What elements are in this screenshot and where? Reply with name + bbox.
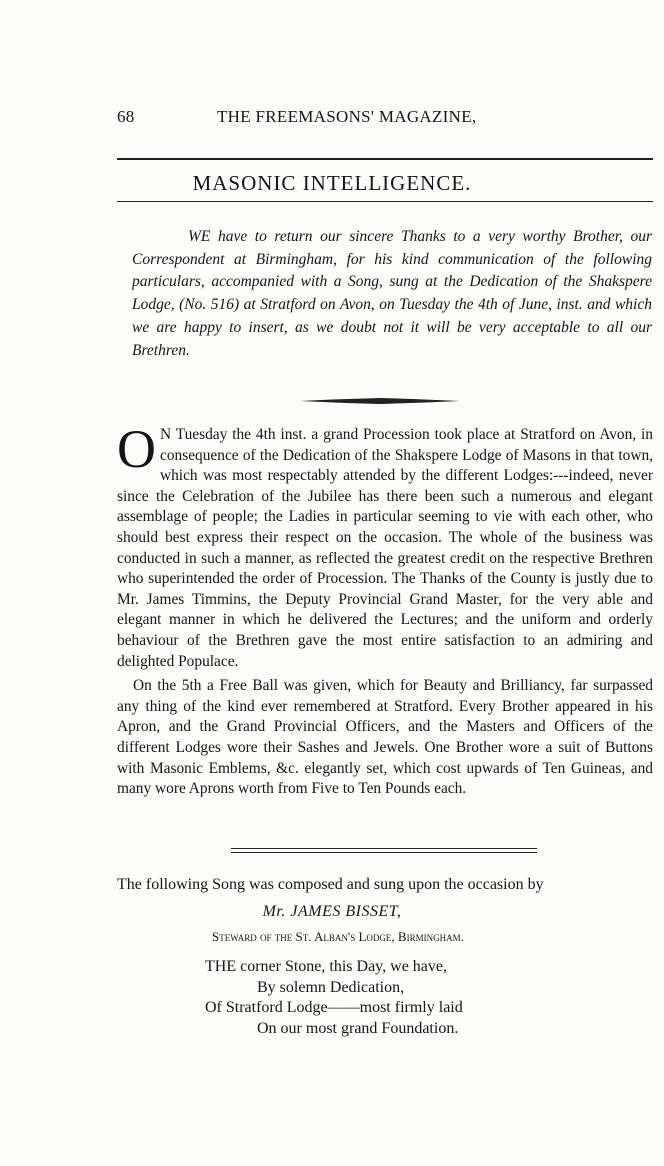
- article-paragraph-2: On the 5th a Free Ball was given, which for Beauty and Brilliancy, far surpassed any thing of the kind ever remembered at Stratford. Every Brother appeared in his Apron, and the Grand Provincial Officers, and the Masters and Officers of the different Lodges wore their Sashes and Jewels. One Brother wore a suit of Buttons with Masonic Emblems, &c. elegantly set, which cost upwards of Ten Guineas, and many wore Aprons worth from Five to Ten Pounds each.: [117, 677, 653, 798]
- magazine-title: THE FREEMASONS' MAGAZINE,: [217, 107, 477, 126]
- article-paragraph-1: [117, 419, 653, 672]
- verse-line: Of Stratford Lodge——most firmly laid: [205, 999, 463, 1016]
- header-rule: [117, 158, 653, 160]
- steward-line: Steward of the St. Alban's Lodge, Birmingham.: [212, 929, 464, 944]
- verse-line: On our most grand Foundation.: [257, 1019, 459, 1037]
- flourish-ornament: [300, 395, 460, 407]
- editorial-note-text: WE have to return our sincere Thanks to a very worthy Brother, our Correspondent at Birmingham, for his kind communication of the following particulars, accompanied with a Song, sung at the Dedication of the Shakspere Lodge, (No. 516) at Stratford on Avon, on Tuesday the 4th of June, inst. and which we are happy to insert, as we doubt not it will be very acceptable to all our Brethren.: [132, 228, 652, 359]
- verse-line: THE corner Stone, this Day, we have,: [205, 958, 447, 975]
- double-divider: [231, 848, 537, 856]
- composer-name: Mr. JAMES BISSET,: [262, 903, 402, 920]
- verse-line: By solemn Dedication,: [257, 978, 405, 996]
- section-rule: [117, 201, 653, 202]
- editorial-note: [132, 226, 652, 362]
- drop-cap: O: [117, 419, 156, 479]
- song-verse: [205, 957, 463, 1039]
- page-number: 68: [117, 107, 135, 126]
- section-title: MASONIC INTELLIGENCE.: [192, 171, 472, 195]
- song-intro: The following Song was composed and sung upon the occasion by: [117, 876, 544, 893]
- article-paragraph-1-text: N Tuesday the 4th inst. a grand Procession took place at Stratford on Avon, in consequence of the Dedication of the Shakspere Lodge of Masons in that town, which was most respectably attended by the different Lodges:---indeed, never since the Celebration of the Jubilee has there been such a numerous and elegant assemblage of people; the Ladies in particular seeming to vie with each other, who should best express their respect on the occasion. The whole of the business was conducted in such a manner, as reflected the greatest credit on the respective Brethren who superintended the order of Procession. The Thanks of the County is justly due to Mr. James Timmins, the Deputy Provincial Grand Master, for the very able and elegant manner in which he delivered the Lectures; and the uniform and orderly behaviour of the Brethren gave the most entire satisfaction to an admiring and delighted Populace.: [117, 426, 653, 670]
- article-body: [117, 419, 653, 800]
